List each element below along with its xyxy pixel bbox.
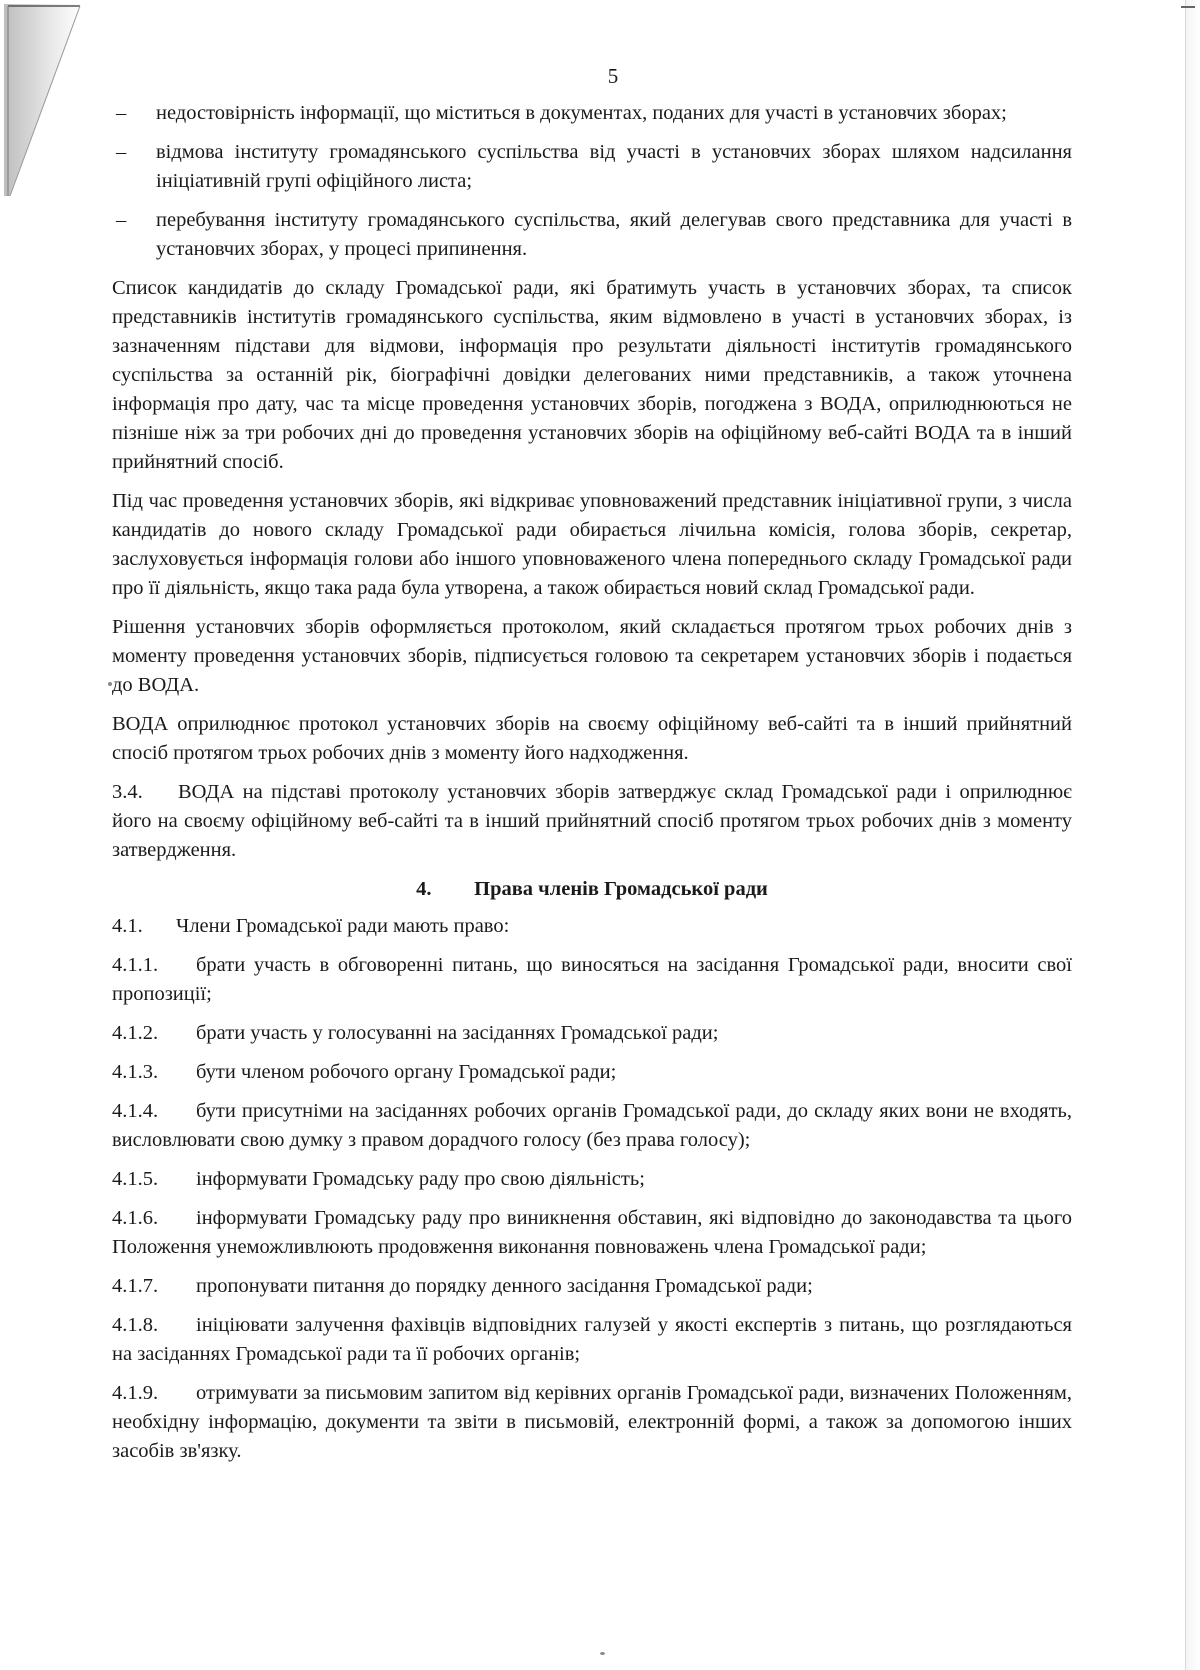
clause-text: ВОДА на підставі протоколу установчих зборів затверджує склад Громадської ради і оприлюднює його на своєму офіційному веб-сайті та в інший прийнятний спосіб протягом трьох робочих днів з моменту затвердження. [112,781,1072,861]
clause-number: 4.1.4. [112,1100,159,1122]
clause-number: 4.1.9. [112,1382,159,1404]
paragraph-protocol-publication: ВОДА оприлюднює протокол установчих зборів на своєму офіційному веб-сайті та в інший прийнятний спосіб протягом трьох робочих днів з моменту його надходження. [112,713,1072,764]
clause-number: 3.4. [112,781,143,803]
clause-4-1-4 [112,1097,1072,1155]
clause-text: Члени Громадської ради мають право: [176,915,510,937]
clause-number: 4.1.6. [112,1207,159,1229]
scan-speck [108,682,112,686]
bullet-text: перебування інституту громадянського суспільства, який делегував свого представника для участі в установчих зборах, у процесі припинення. [156,209,1072,260]
clause-text: брати участь у голосуванні на засіданнях Громадської ради; [196,1022,719,1044]
page-number: 5 [607,64,619,88]
clause-text: брати участь в обговоренні питань, що виносяться на засідання Громадської ради, вносити свої пропозиції; [112,954,1072,1005]
clause-4-1-6 [112,1204,1072,1262]
bullet-item [112,99,1072,128]
clause-number: 4.1.7. [112,1275,159,1297]
bullet-dash: – [116,102,127,124]
clause-text: бути присутніми на засіданнях робочих органів Громадської ради, до складу яких вони не входять, висловлювати свою думку з правом дорадчого голосу (без права голосу); [112,1100,1072,1151]
clause-number: 4.1.3. [112,1061,159,1083]
clause-4-1-8 [112,1311,1072,1369]
paragraph-assembly-procedure: Під час проведення установчих зборів, які відкриває уповноважений представник ініціативної групи, з числа кандидатів до нового складу Громадської ради обирається лічильна комісія, голова зборів, секретар, заслуховується інформація голови або іншого уповноваженого члена попереднього складу Громадської ради про її діяльність, якщо така рада була утворена, а також обирається новий склад Громадської ради. [112,490,1072,599]
clause-text: пропонувати питання до порядку денного засідання Громадської ради; [196,1275,813,1297]
clause-text: отримувати за письмовим запитом від керівних органів Громадської ради, визначених Положенням, необхідну інформацію, документи та звіти в письмовій, електронній формі, а також за допомогою інших засобів зв'язку. [112,1382,1072,1462]
clause-number: 4.1.5. [112,1168,159,1190]
bullet-dash: – [116,209,127,231]
section-title: Права членів Громадської ради [474,878,768,900]
clause-4-1-2 [112,1019,1072,1048]
section-heading [112,875,1072,904]
clause-text: бути членом робочого органу Громадської ради; [196,1061,617,1083]
clause-3-4 [112,778,1072,865]
clause-text: інформувати Громадську раду про свою діяльність; [196,1168,645,1190]
clause-4-1-3 [112,1058,1072,1087]
paragraph-assembly-protocol: Рішення установчих зборів оформляється протоколом, який складається протягом трьох робочих днів з моменту проведення установчих зборів, підписується головою та секретарем установчих зборів і подається до ВОДА. [112,616,1072,696]
clause-number: 4.1.1. [112,954,159,976]
paragraph-candidates-list: Список кандидатів до складу Громадської ради, які братимуть участь в установчих зборах, та список представників інститутів громадянського суспільства, яким відмовлено в участі в установчих зборах, із зазначенням підстави для відмови, інформація про результати діяльності інститутів громадянського суспільства за останній рік, біографічні довідки делегованих ними представників, а також уточнена інформація про дату, час та місце проведення установчих зборів, погоджена з ВОДА, оприлюднюються не пізніше ніж за три робочих дні до проведення установчих зборів на офіційному веб-сайті ВОДА та в інший прийнятний спосіб. [112,277,1072,473]
bullet-item [112,206,1072,264]
clause-4-1-1 [112,951,1072,1009]
bullet-dash: – [116,141,127,163]
clause-4-1-9 [112,1379,1072,1466]
clause-text: ініціювати залучення фахівців відповідних галузей у якості експертів з питань, що розглядаються на засіданнях Громадської ради та її робочих органів; [112,1314,1072,1365]
bullet-text: недостовірність інформації, що міститься в документах, поданих для участі в установчих зборах; [156,102,1007,124]
section-number: 4. [416,878,432,900]
clause-4-1-5 [112,1165,1072,1194]
clause-number: 4.1.2. [112,1022,159,1044]
scan-folded-corner-artifact [0,0,90,200]
clause-number: 4.1.8. [112,1314,159,1336]
bullet-text: відмова інституту громадянського суспільства від участі в установчих зборах шляхом надсилання ініціативній групі офіційного листа; [156,141,1072,192]
scan-right-edge-artifact [1185,0,1200,1670]
document-page [112,62,1072,1476]
clause-text: інформувати Громадську раду про виникнення обставин, які відповідно до законодавства та цього Положення унеможливлюють продовження виконання повноважень члена Громадської ради; [112,1207,1072,1258]
scan-speck [600,1652,605,1655]
clause-number: 4.1. [112,915,143,937]
clause-4-1-7 [112,1272,1072,1301]
bullet-item [112,138,1072,196]
clause-4-1 [112,912,1072,941]
